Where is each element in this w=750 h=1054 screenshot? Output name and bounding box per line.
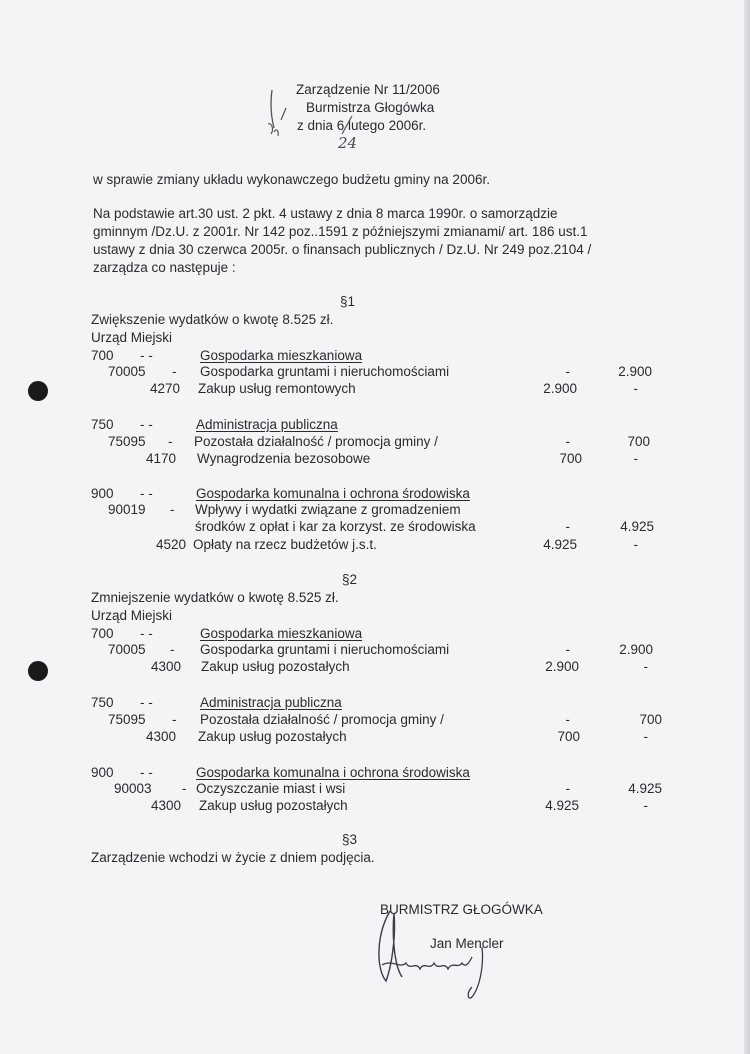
amount-col2: 700 bbox=[627, 434, 650, 449]
section-3-mark: §3 bbox=[342, 832, 358, 847]
dzial-name: Gospodarka komunalna i ochrona środowiska bbox=[196, 765, 470, 780]
amount-col2: 2.900 bbox=[619, 642, 653, 657]
amount-col2: 700 bbox=[639, 712, 662, 727]
amount-col1: - bbox=[565, 434, 570, 449]
amount-col1: 2.900 bbox=[543, 381, 577, 396]
dzial-dashes: - - bbox=[140, 626, 153, 641]
dzial-name: Gospodarka mieszkaniowa bbox=[200, 348, 363, 363]
amount-col1: - bbox=[565, 781, 570, 796]
rozdzial-code: 70005 bbox=[108, 364, 146, 379]
dzial-dashes: - - bbox=[140, 695, 153, 710]
rozdzial-code: 75095 bbox=[108, 434, 146, 449]
page-edge-shadow bbox=[744, 0, 750, 1054]
dzial-name: Administracja publiczna bbox=[200, 695, 342, 710]
signature-name: Jan Mencler bbox=[430, 936, 504, 951]
paragraf-name: Zakup usług pozostałych bbox=[198, 729, 347, 744]
rozdzial-name: Gospodarka gruntami i nieruchomościami bbox=[200, 642, 450, 657]
rozdzial-name: Wpływy i wydatki związane z gromadzeniem bbox=[195, 502, 461, 517]
paragraf-name: Zakup usług pozostałych bbox=[201, 659, 350, 674]
section-2-mark: §2 bbox=[342, 572, 358, 587]
dzial-dashes: - - bbox=[140, 765, 153, 780]
amount-col2: - bbox=[643, 729, 648, 744]
amount-col1: 700 bbox=[559, 451, 582, 466]
rozdzial-dash: - bbox=[170, 502, 175, 517]
rozdzial-dash: - bbox=[172, 364, 177, 379]
handwritten-day-correction: 24 bbox=[338, 134, 358, 152]
paragraf-code: 4520 bbox=[156, 537, 187, 552]
amount-col1: - bbox=[565, 642, 570, 657]
dzial-dashes: - - bbox=[140, 417, 153, 432]
basis-line-3: ustawy z dnia 30 czerwca 2005r. o finansach publicznych / Dz.U. Nr 249 poz.2104 / bbox=[93, 242, 592, 257]
amount-col2: 2.900 bbox=[618, 364, 652, 379]
basis-line-2: gminnym /Dz.U. z 2001r. Nr 142 poz..1591 z późniejszymi zmianami/ art. 186 ust.1 bbox=[93, 224, 588, 239]
signature-title: BURMISTRZ GŁOGÓWKA bbox=[380, 902, 543, 917]
header-line-date: z dnia 6 lutego 2006r. bbox=[297, 118, 427, 133]
amount-col2: 4.925 bbox=[628, 781, 662, 796]
amount-col1: 2.900 bbox=[545, 659, 579, 674]
rozdzial-dash: - bbox=[172, 712, 177, 727]
dzial-code: 700 bbox=[91, 348, 114, 363]
basis-line-4: zarządza co następuje : bbox=[93, 260, 236, 275]
rozdzial-name: Oczyszczanie miast i wsi bbox=[196, 781, 346, 796]
amount-col1: 4.925 bbox=[545, 798, 579, 813]
amount-col1: 700 bbox=[557, 729, 580, 744]
amount-col1: 4.925 bbox=[543, 537, 577, 552]
rozdzial-dash: - bbox=[170, 642, 175, 657]
paragraf-name: Opłaty na rzecz budżetów j.s.t. bbox=[193, 537, 377, 552]
date-correction-strike bbox=[338, 114, 356, 136]
dzial-code: 750 bbox=[91, 417, 114, 432]
dzial-code: 900 bbox=[91, 765, 114, 780]
rozdzial-name: Pozostała działalność / promocja gminy / bbox=[194, 434, 438, 449]
rozdzial-code: 75095 bbox=[108, 712, 146, 727]
rozdzial-name: Pozostała działalność / promocja gminy / bbox=[200, 712, 444, 727]
paragraf-name: Wynagrodzenia bezosobowe bbox=[197, 451, 371, 466]
basis-line-1: Na podstawie art.30 ust. 2 pkt. 4 ustawy z dnia 8 marca 1990r. o samorządzie bbox=[93, 206, 558, 221]
amount-col2: - bbox=[633, 381, 638, 396]
amount-col1: - bbox=[565, 712, 570, 727]
rozdzial-code: 70005 bbox=[108, 642, 146, 657]
section-3-text: Zarządzenie wchodzi w życie z dniem podjęcia. bbox=[91, 850, 375, 865]
dzial-name: Administracja publiczna bbox=[196, 417, 338, 432]
dzial-code: 750 bbox=[91, 695, 114, 710]
dzial-dashes: - - bbox=[140, 348, 153, 363]
rozdzial-name: Gospodarka gruntami i nieruchomościami bbox=[200, 364, 450, 379]
section-1-title: Zwiększenie wydatków o kwotę 8.525 zł. bbox=[91, 312, 334, 327]
subject-line: w sprawie zmiany układu wykonawczego budżetu gminy na 2006r. bbox=[93, 172, 490, 187]
dzial-code: 900 bbox=[91, 486, 114, 501]
rozdzial-code: 90003 bbox=[114, 781, 152, 796]
section-2-unit: Urząd Miejski bbox=[91, 608, 173, 623]
paragraf-code: 4300 bbox=[146, 729, 177, 744]
section-2-title: Zmniejszenie wydatków o kwotę 8.525 zł. bbox=[91, 590, 339, 605]
header-line-number: Zarządzenie Nr 11/2006 bbox=[296, 82, 440, 97]
section-1-unit: Urząd Miejski bbox=[91, 330, 173, 345]
amount-col1: - bbox=[565, 519, 570, 534]
paragraf-name: Zakup usług remontowych bbox=[198, 381, 356, 396]
paragraf-code: 4300 bbox=[151, 659, 182, 674]
dzial-name: Gospodarka mieszkaniowa bbox=[200, 626, 363, 641]
paragraf-code: 4300 bbox=[151, 798, 182, 813]
section-1-mark: §1 bbox=[340, 294, 356, 309]
amount-col1: - bbox=[565, 364, 570, 379]
amount-col2: - bbox=[643, 798, 648, 813]
rozdzial-code: 90019 bbox=[108, 502, 146, 517]
dzial-code: 700 bbox=[91, 626, 114, 641]
paragraf-name: Zakup usług pozostałych bbox=[199, 798, 348, 813]
rozdzial-dash: - bbox=[182, 781, 187, 796]
amount-col2: - bbox=[643, 659, 648, 674]
paragraf-code: 4270 bbox=[150, 381, 181, 396]
handwritten-initials-mark bbox=[262, 84, 292, 140]
dzial-name: Gospodarka komunalna i ochrona środowiska bbox=[196, 486, 470, 501]
paragraf-code: 4170 bbox=[146, 451, 177, 466]
rozdzial-name-continued: środków z opłat i kar za korzyst. ze środowiska bbox=[195, 519, 476, 534]
handwritten-signature bbox=[372, 905, 502, 1005]
header-line-issuer: Burmistrza Głogówka bbox=[306, 100, 435, 115]
rozdzial-dash: - bbox=[168, 434, 173, 449]
punch-hole-top bbox=[28, 381, 48, 401]
amount-col2: 4.925 bbox=[620, 519, 654, 534]
punch-hole-bottom bbox=[28, 661, 48, 681]
dzial-dashes: - - bbox=[140, 486, 153, 501]
amount-col2: - bbox=[633, 537, 638, 552]
amount-col2: - bbox=[633, 451, 638, 466]
